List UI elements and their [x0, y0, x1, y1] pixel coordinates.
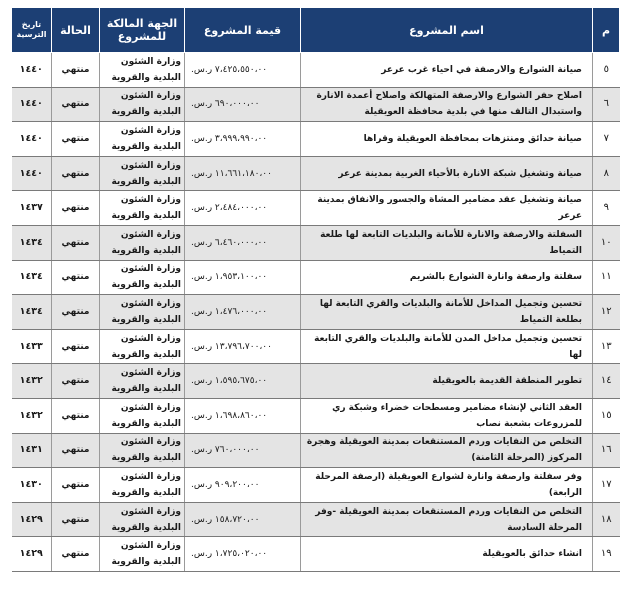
- row-number: ٩: [593, 191, 620, 226]
- project-value: ٢،٤٨٤،٠٠٠،٠٠ ر.س.: [185, 191, 301, 226]
- project-value: ١،٥٩٥،٦٧٥،٠٠ ر.س.: [185, 364, 301, 399]
- project-name: تحسين وتجميل مداخل المدن للأمانة والبلديات والقري التابعة لها: [301, 329, 593, 364]
- project-owner: وزارة الشئون البلدية والقروية: [100, 295, 185, 330]
- project-status: منتهي: [52, 537, 100, 572]
- row-number: ١٥: [593, 398, 620, 433]
- table-row: [12, 537, 620, 572]
- project-status: منتهي: [52, 398, 100, 433]
- table-row: [12, 295, 620, 330]
- project-value: ٧٦٠،٠٠٠،٠٠ ر.س.: [185, 433, 301, 468]
- award-year: ١٤٣٤: [12, 260, 52, 295]
- project-owner: وزارة الشئون البلدية والقروية: [100, 537, 185, 572]
- project-owner: وزارة الشئون البلدية والقروية: [100, 398, 185, 433]
- header-award-date: تاريخ الترسية: [12, 8, 52, 53]
- row-number: ١٧: [593, 468, 620, 503]
- project-value: ١٣،٧٩٦،٧٠٠،٠٠ ر.س.: [185, 329, 301, 364]
- project-status: منتهي: [52, 87, 100, 122]
- projects-table: [11, 7, 620, 572]
- project-owner: وزارة الشئون البلدية والقروية: [100, 502, 185, 537]
- award-year: ١٤٣٣: [12, 329, 52, 364]
- project-name: صيانة وتشغيل شبكة الانارة بالأحياء الغربية بمدينة عرعر: [301, 156, 593, 191]
- project-status: منتهي: [52, 156, 100, 191]
- table-row: [12, 122, 620, 157]
- project-value: ١١،٦٦١،١٨٠،٠٠ ر.س.: [185, 156, 301, 191]
- project-value: ٣،٩٩٩،٩٩٠،٠٠ ر.س.: [185, 122, 301, 157]
- project-status: منتهي: [52, 502, 100, 537]
- award-year: ١٤٣٢: [12, 364, 52, 399]
- row-number: ٧: [593, 122, 620, 157]
- project-value: ١،٦٩٨،٨٦٠،٠٠ ر.س.: [185, 398, 301, 433]
- project-name: تحسين وتجميل المداخل للأمانة والبلديات والقري التابعة لها بطلعة التمياط: [301, 295, 593, 330]
- header-owner: الجهة المالكة للمشروع: [100, 8, 185, 53]
- project-name: التخلص من النفايات وردم المستنقعات بمدينة العويقيلة وهجرة المركوز (المرحلة الثامنة): [301, 433, 593, 468]
- table-row: [12, 364, 620, 399]
- project-value: ٩٠٩،٢٠٠،٠٠ ر.س.: [185, 468, 301, 503]
- award-year: ١٤٣٤: [12, 295, 52, 330]
- table-row: [12, 53, 620, 88]
- project-name: صيانة الشوارع والارصفة في احياء غرب عرعر: [301, 53, 593, 88]
- project-status: منتهي: [52, 260, 100, 295]
- project-name: السفلتة والارصفة والانارة للأمانة والبلديات التابعة لها طلعة التمياط: [301, 225, 593, 260]
- project-owner: وزارة الشئون البلدية والقروية: [100, 191, 185, 226]
- project-value: ١،٧٢٥،٠٢٠،٠٠ ر.س.: [185, 537, 301, 572]
- award-year: ١٤٣٧: [12, 191, 52, 226]
- award-year: ١٤٤٠: [12, 156, 52, 191]
- project-owner: وزارة الشئون البلدية والقروية: [100, 53, 185, 88]
- row-number: ١٨: [593, 502, 620, 537]
- award-year: ١٤٣٤: [12, 225, 52, 260]
- award-year: ١٤٢٩: [12, 502, 52, 537]
- project-value: ٦،٤٦٠،٠٠٠،٠٠ ر.س.: [185, 225, 301, 260]
- row-number: ١١: [593, 260, 620, 295]
- table-row: [12, 225, 620, 260]
- row-number: ١٣: [593, 329, 620, 364]
- project-status: منتهي: [52, 364, 100, 399]
- project-owner: وزارة الشئون البلدية والقروية: [100, 329, 185, 364]
- header-status: الحالة: [52, 8, 100, 53]
- project-owner: وزارة الشئون البلدية والقروية: [100, 364, 185, 399]
- project-name: صيانة وتشغيل عقد مضامير المشاة والجسور والانفاق بمدينة عرعر: [301, 191, 593, 226]
- row-number: ١٩: [593, 537, 620, 572]
- award-year: ١٤٢٩: [12, 537, 52, 572]
- table-row: [12, 87, 620, 122]
- table-row: [12, 191, 620, 226]
- header-num: م: [593, 8, 620, 53]
- project-status: منتهي: [52, 433, 100, 468]
- table-row: [12, 398, 620, 433]
- award-year: ١٤٣٢: [12, 398, 52, 433]
- table-header-row: [12, 8, 620, 53]
- project-owner: وزارة الشئون البلدية والقروية: [100, 433, 185, 468]
- project-owner: وزارة الشئون البلدية والقروية: [100, 122, 185, 157]
- project-name: العقد الثاني لإنشاء مضامير ومسطحات خضراء وشبكة ري للمزروعات بشعبة نصاب: [301, 398, 593, 433]
- project-owner: وزارة الشئون البلدية والقروية: [100, 156, 185, 191]
- project-name: اصلاح حفر الشوارع والارصفة المتهالكة واصلاح أعمدة الانارة واستبدال التالف منها في بلدية محافظة العويقيلة: [301, 87, 593, 122]
- project-owner: وزارة الشئون البلدية والقروية: [100, 468, 185, 503]
- table-row: [12, 156, 620, 191]
- project-name: وفر سفلتة وارصفة وانارة لشوارع العويقيلة (ارصفة المرحلة الرابعة): [301, 468, 593, 503]
- projects-table-container: [11, 7, 619, 572]
- project-name: سفلتة وارصفة وانارة الشوارع بالشريم: [301, 260, 593, 295]
- project-name: تطوير المنطقة القديمة بالعويقيلة: [301, 364, 593, 399]
- project-owner: وزارة الشئون البلدية والقروية: [100, 87, 185, 122]
- project-value: ٧،٤٢٥،٥٥٠،٠٠ ر.س.: [185, 53, 301, 88]
- header-project-value: قيمة المشروع: [185, 8, 301, 53]
- project-name: انشاء حدائق بالعويقيلة: [301, 537, 593, 572]
- project-value: ١،٤٧٦،٠٠٠،٠٠ ر.س.: [185, 295, 301, 330]
- project-value: ١٥٨،٧٢٠،٠٠ ر.س.: [185, 502, 301, 537]
- project-status: منتهي: [52, 53, 100, 88]
- project-status: منتهي: [52, 225, 100, 260]
- row-number: ١٤: [593, 364, 620, 399]
- award-year: ١٤٤٠: [12, 87, 52, 122]
- row-number: ١٦: [593, 433, 620, 468]
- project-name: صيانة حدائق ومنتزهات بمحافظة العويقيلة وقراها: [301, 122, 593, 157]
- table-row: [12, 433, 620, 468]
- award-year: ١٤٣١: [12, 433, 52, 468]
- row-number: ١٠: [593, 225, 620, 260]
- award-year: ١٤٤٠: [12, 122, 52, 157]
- project-value: ٦٩٠،٠٠٠،٠٠ ر.س.: [185, 87, 301, 122]
- table-row: [12, 329, 620, 364]
- table-row: [12, 260, 620, 295]
- project-owner: وزارة الشئون البلدية والقروية: [100, 225, 185, 260]
- project-status: منتهي: [52, 122, 100, 157]
- row-number: ٦: [593, 87, 620, 122]
- row-number: ١٢: [593, 295, 620, 330]
- table-row: [12, 468, 620, 503]
- project-name: التخلص من النفايات وردم المستنقعات بمدينة العويقيلة -وفر المرحلة السادسة: [301, 502, 593, 537]
- award-year: ١٤٤٠: [12, 53, 52, 88]
- project-owner: وزارة الشئون البلدية والقروية: [100, 260, 185, 295]
- project-status: منتهي: [52, 295, 100, 330]
- project-status: منتهي: [52, 191, 100, 226]
- row-number: ٥: [593, 53, 620, 88]
- row-number: ٨: [593, 156, 620, 191]
- project-status: منتهي: [52, 329, 100, 364]
- award-year: ١٤٣٠: [12, 468, 52, 503]
- project-value: ١،٩٥٣،١٠٠،٠٠ ر.س.: [185, 260, 301, 295]
- project-status: منتهي: [52, 468, 100, 503]
- table-row: [12, 502, 620, 537]
- header-project-name: اسم المشروع: [301, 8, 593, 53]
